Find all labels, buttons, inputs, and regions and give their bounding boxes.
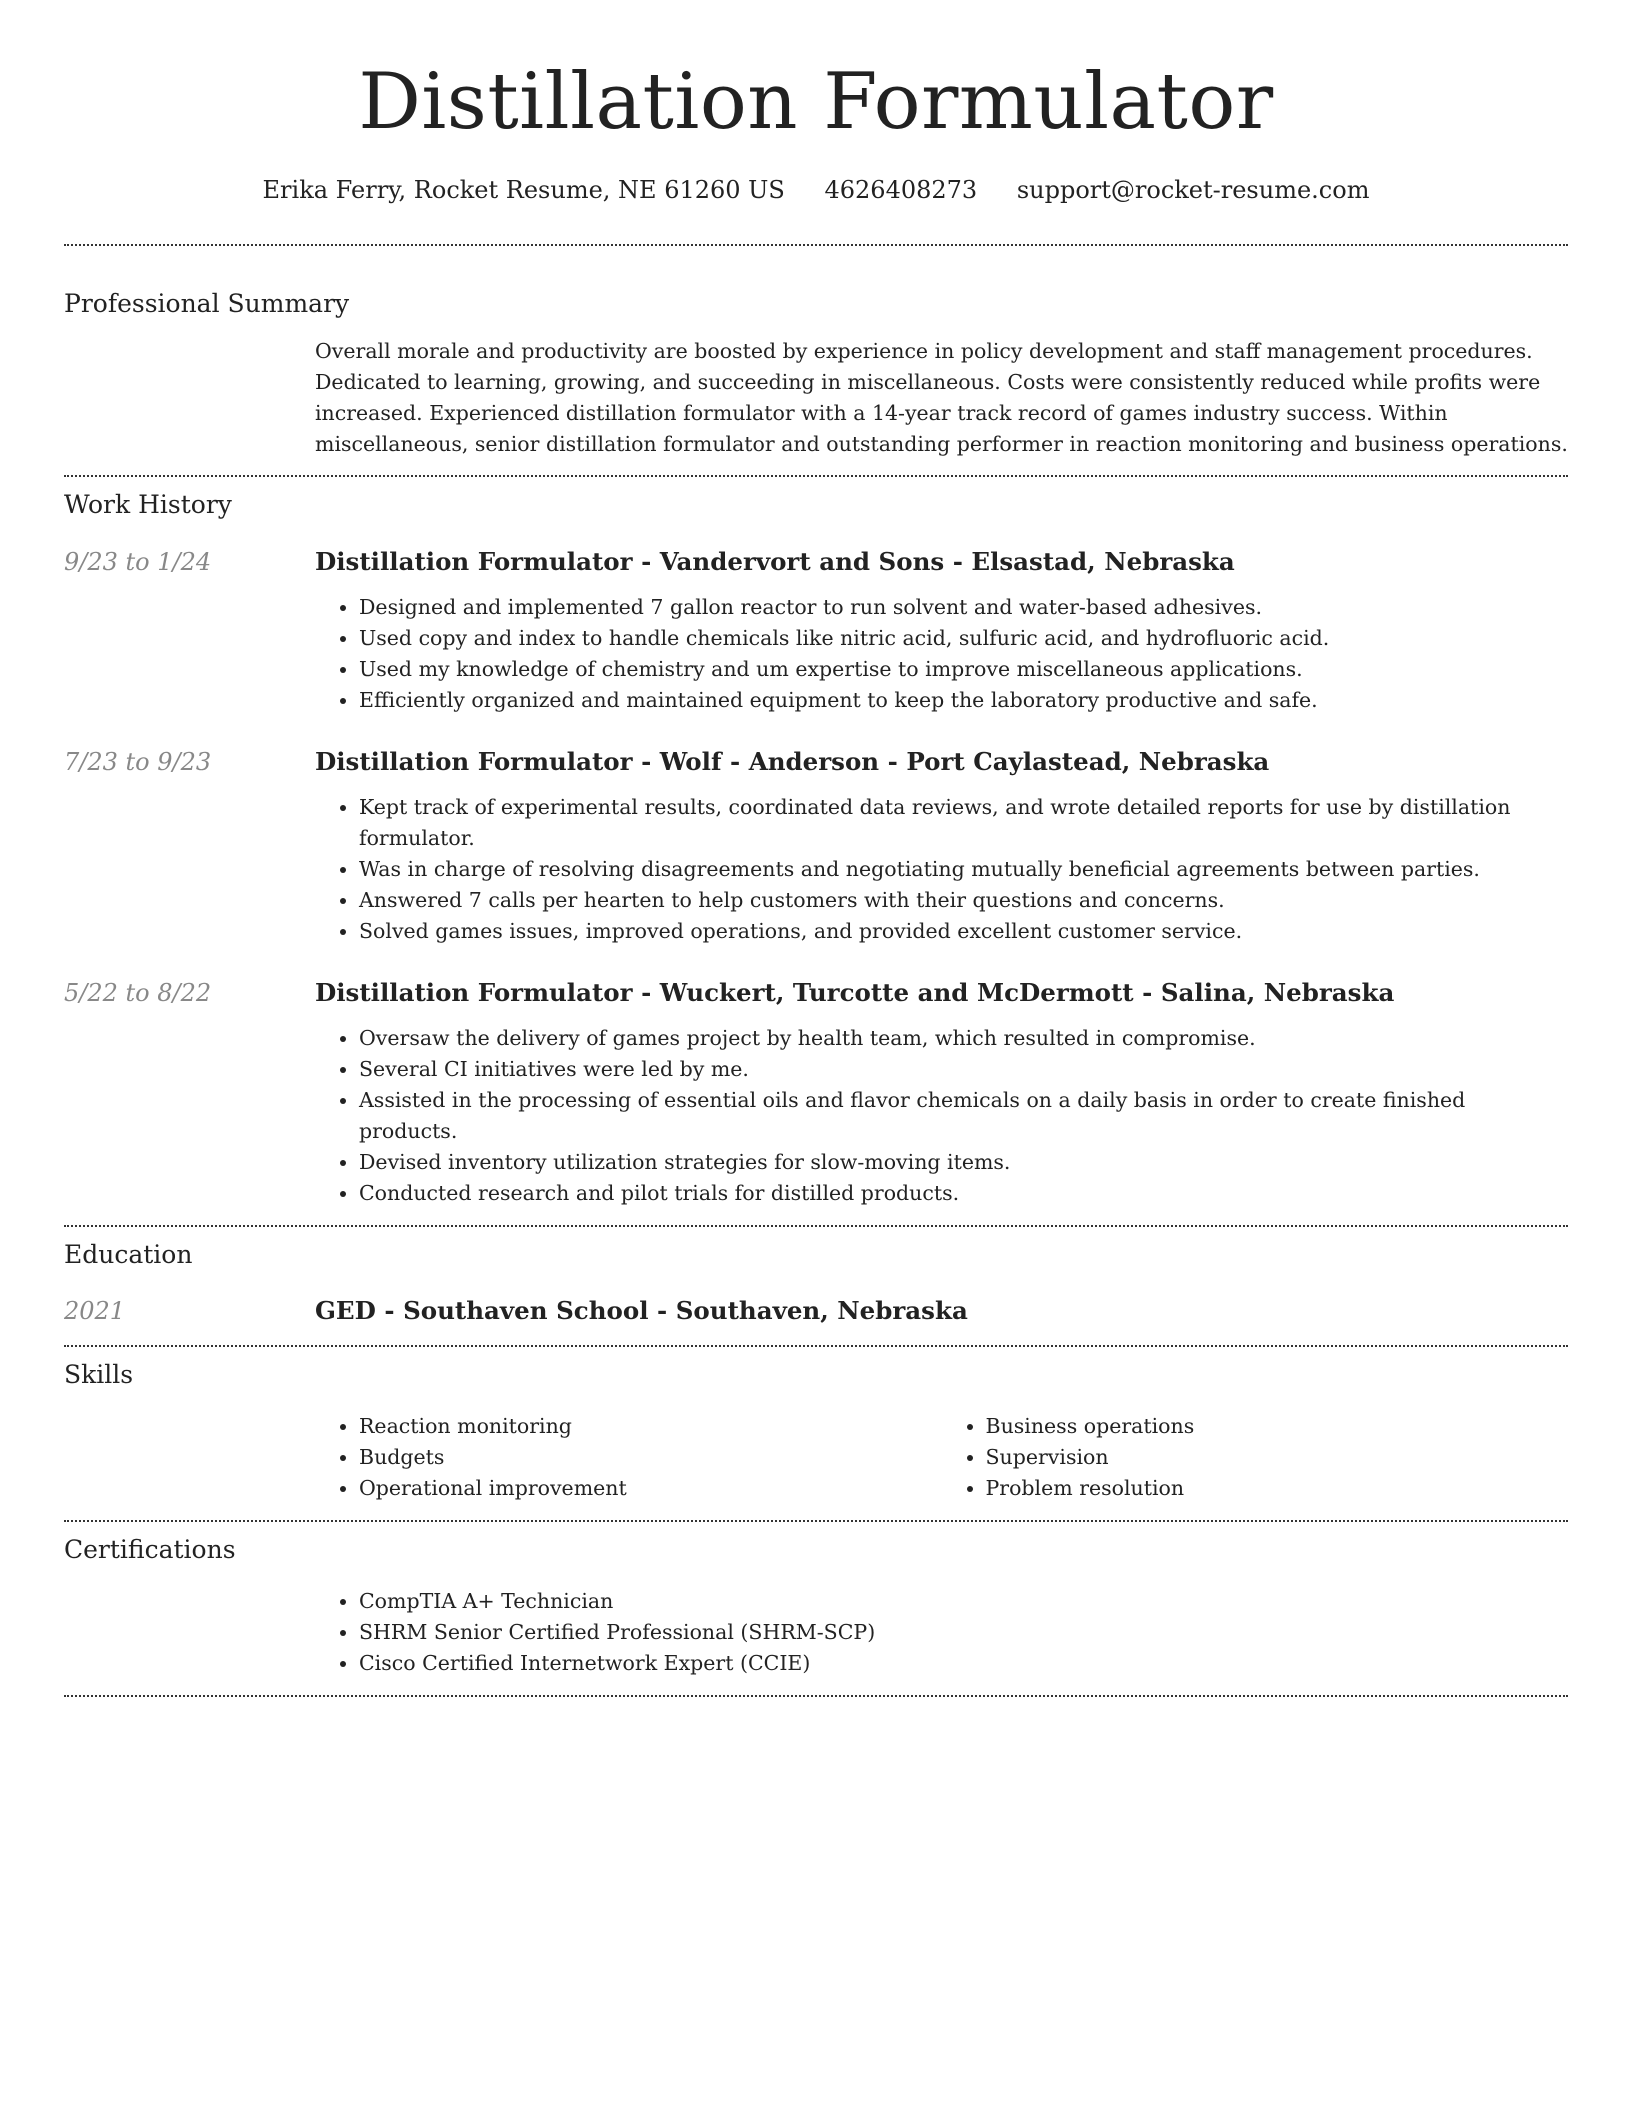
job-bullet: • Conducted research and pilot trials for distilled products. xyxy=(359,1178,1568,1209)
certifications-list xyxy=(315,1586,1568,1679)
skill-item: • Operational improvement xyxy=(359,1473,942,1504)
job-heading: Distillation Formulator - Wolf - Anderson - Port Caylastead, Nebraska xyxy=(315,747,1270,776)
certifications-row xyxy=(64,1586,1568,1679)
job-bullet: • Efficiently organized and maintained equipment to keep the laboratory productive and safe. xyxy=(359,685,1568,716)
summary-row xyxy=(64,336,1568,460)
education-entry xyxy=(64,1293,1568,1329)
certifications-title: Certifications xyxy=(64,1535,236,1564)
skills-title: Skills xyxy=(64,1360,134,1389)
resume-page xyxy=(64,0,1568,1697)
divider xyxy=(64,1345,1568,1347)
job-bullet: • Several CI initiatives were led by me. xyxy=(359,1054,1568,1085)
certification-item: • SHRM Senior Certified Professional (SHRM-SCP) xyxy=(359,1617,1568,1648)
job-dates: 9/23 to 1/24 xyxy=(64,548,212,576)
work-history-title: Work History xyxy=(64,490,232,519)
skills-list xyxy=(942,1411,1569,1504)
job-bullet: • Answered 7 calls per hearten to help customers with their questions and concerns. xyxy=(359,885,1568,916)
contact-email: support@rocket-resume.com xyxy=(1016,176,1370,204)
job-dates: 7/23 to 9/23 xyxy=(64,748,212,776)
divider xyxy=(64,244,1568,246)
job-bullet: • Used my knowledge of chemistry and um expertise to improve miscellaneous applications. xyxy=(359,654,1568,685)
skill-item: • Budgets xyxy=(359,1442,942,1473)
skills-row xyxy=(64,1411,1568,1504)
skills-list xyxy=(315,1411,942,1504)
contact-line xyxy=(64,172,1568,208)
job-heading: Distillation Formulator - Wuckert, Turcotte and McDermott - Salina, Nebraska xyxy=(315,978,1395,1007)
job-bullet: • Kept track of experimental results, coordinated data reviews, and wrote detailed reports for use by distillation formulator. xyxy=(359,792,1568,854)
skill-item: • Reaction monitoring xyxy=(359,1411,942,1442)
job-bullet: • Designed and implemented 7 gallon reactor to run solvent and water-based adhesives. xyxy=(359,592,1568,623)
divider xyxy=(64,475,1568,477)
education-year: 2021 xyxy=(64,1297,126,1325)
skill-item: • Problem resolution xyxy=(986,1473,1569,1504)
job-entry xyxy=(64,744,1568,947)
job-bullets xyxy=(315,792,1568,947)
certification-item: • Cisco Certified Internetwork Expert (CCIE) xyxy=(359,1648,1568,1679)
job-entry xyxy=(64,975,1568,1209)
job-bullet: • Devised inventory utilization strategies for slow-moving items. xyxy=(359,1147,1568,1178)
resume-name: Distillation Formulator xyxy=(358,57,1274,147)
job-bullets xyxy=(315,1023,1568,1209)
summary-text: Overall morale and productivity are boosted by experience in policy development and staff management procedures. Dedicated to learning, growing, and succeeding in miscellaneous. Costs were consistently reduced while profits were increased. Experienced distillation formulator with a 14-year track record of games industry success. Within miscellaneous, senior distillation formulator and outstanding performer in reaction monitoring and business operations. xyxy=(315,339,1568,456)
job-heading: Distillation Formulator - Vandervort and Sons - Elsastad, Nebraska xyxy=(315,547,1235,576)
divider xyxy=(64,1225,1568,1227)
job-bullet: • Used copy and index to handle chemicals like nitric acid, sulfuric acid, and hydrofluoric acid. xyxy=(359,623,1568,654)
summary-title: Professional Summary xyxy=(64,289,350,318)
certification-item: • CompTIA A+ Technician xyxy=(359,1586,1568,1617)
skill-item: • Business operations xyxy=(986,1411,1569,1442)
job-entry xyxy=(64,544,1568,716)
skill-item: • Supervision xyxy=(986,1442,1569,1473)
job-dates: 5/22 to 8/22 xyxy=(64,979,212,1007)
contact-address: Erika Ferry, Rocket Resume, NE 61260 US xyxy=(262,176,785,204)
divider xyxy=(64,1695,1568,1697)
job-bullet: • Assisted in the processing of essential oils and flavor chemicals on a daily basis in order to create finished products. xyxy=(359,1085,1568,1147)
job-bullet: • Was in charge of resolving disagreements and negotiating mutually beneficial agreements between parties. xyxy=(359,854,1568,885)
divider xyxy=(64,1520,1568,1522)
job-bullet: • Oversaw the delivery of games project by health team, which resulted in compromise. xyxy=(359,1023,1568,1054)
contact-phone: 4626408273 xyxy=(824,176,978,204)
job-bullets xyxy=(315,592,1568,716)
education-degree: GED - Southaven School - Southaven, Nebraska xyxy=(315,1296,968,1325)
job-bullet: • Solved games issues, improved operations, and provided excellent customer service. xyxy=(359,916,1568,947)
education-title: Education xyxy=(64,1240,193,1269)
